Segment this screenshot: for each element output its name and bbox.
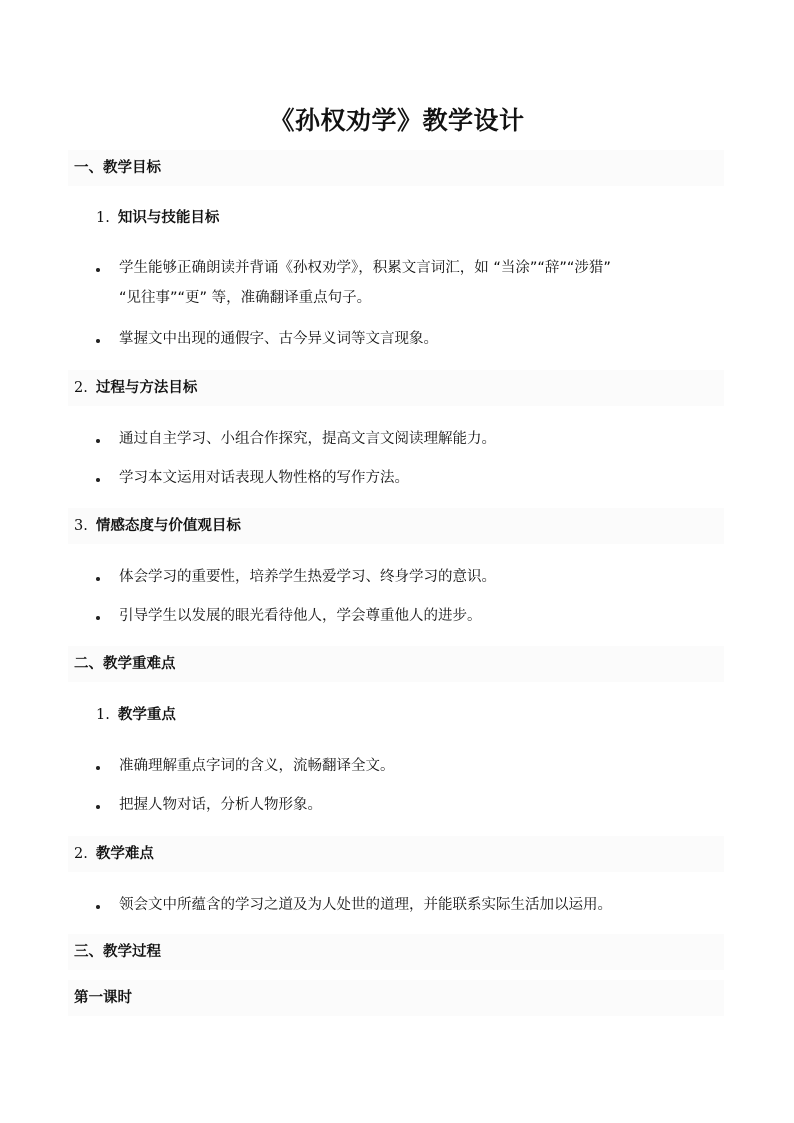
bullet-icon: [96, 478, 100, 482]
section-heading-teaching-process: 三、教学过程: [74, 944, 161, 960]
heading-band: [68, 934, 724, 970]
list-number: 2.: [74, 846, 88, 862]
period-heading: 第一课时: [74, 990, 132, 1006]
list-item: 引导学生以发展的眼光看待他人，学会尊重他人的进步。: [119, 608, 482, 624]
bullet-icon: [96, 339, 100, 343]
bullet-icon: [96, 268, 100, 272]
subheading-label: 知识与技能目标: [117, 210, 220, 226]
list-number: 2.: [74, 380, 88, 396]
subheading-label: 教学难点: [95, 846, 154, 862]
list-item: 体会学习的重要性，培养学生热爱学习、终身学习的意识。: [119, 569, 496, 585]
subheading-process-methods: [74, 378, 197, 398]
bullet-icon: [96, 905, 100, 909]
list-number: 1.: [96, 210, 110, 226]
subheading-difficult-points: [74, 844, 154, 864]
list-item: 通过自主学习、小组合作探究，提高文言文阅读理解能力。: [119, 431, 496, 447]
bullet-icon: [96, 805, 100, 809]
list-item: 领会文中所蕴含的学习之道及为人处世的道理，并能联系实际生活加以运用。: [119, 897, 612, 913]
list-item: 学习本文运用对话表现人物性格的写作方法。: [119, 470, 409, 486]
document-title: 《孙权劝学》教学设计: [269, 106, 525, 135]
list-item: 学生能够正确朗读并背诵《孙权劝学》，积累文言词汇，如 “当涂”“辞”“涉猎”: [119, 260, 611, 276]
list-number: 3.: [74, 518, 88, 534]
heading-band: [68, 150, 724, 186]
bullet-icon: [96, 616, 100, 620]
subheading-label: 情感态度与价值观目标: [95, 518, 241, 534]
section-heading-key-difficult-points: 二、教学重难点: [74, 656, 176, 672]
list-item: 准确理解重点字词的含义，流畅翻译全文。: [119, 758, 395, 774]
bullet-icon: [96, 439, 100, 443]
subheading-label: 过程与方法目标: [95, 380, 198, 396]
subheading-attitudes-values: [74, 516, 241, 536]
bullet-icon: [96, 766, 100, 770]
list-number: 1.: [96, 707, 110, 723]
list-item-continuation: “见往事”“更” 等，准确翻译重点句子。: [119, 290, 372, 306]
subheading-label: 教学重点: [117, 707, 176, 723]
list-item: 掌握文中出现的通假字、古今异义词等文言现象。: [119, 331, 438, 347]
subheading-knowledge-skills: [96, 208, 219, 228]
bullet-icon: [96, 577, 100, 581]
heading-band: [68, 836, 724, 872]
list-item: 把握人物对话，分析人物形象。: [119, 797, 322, 813]
subheading-key-points: [96, 705, 176, 725]
section-heading-objectives: 一、教学目标: [74, 160, 161, 176]
heading-band: [68, 980, 724, 1016]
